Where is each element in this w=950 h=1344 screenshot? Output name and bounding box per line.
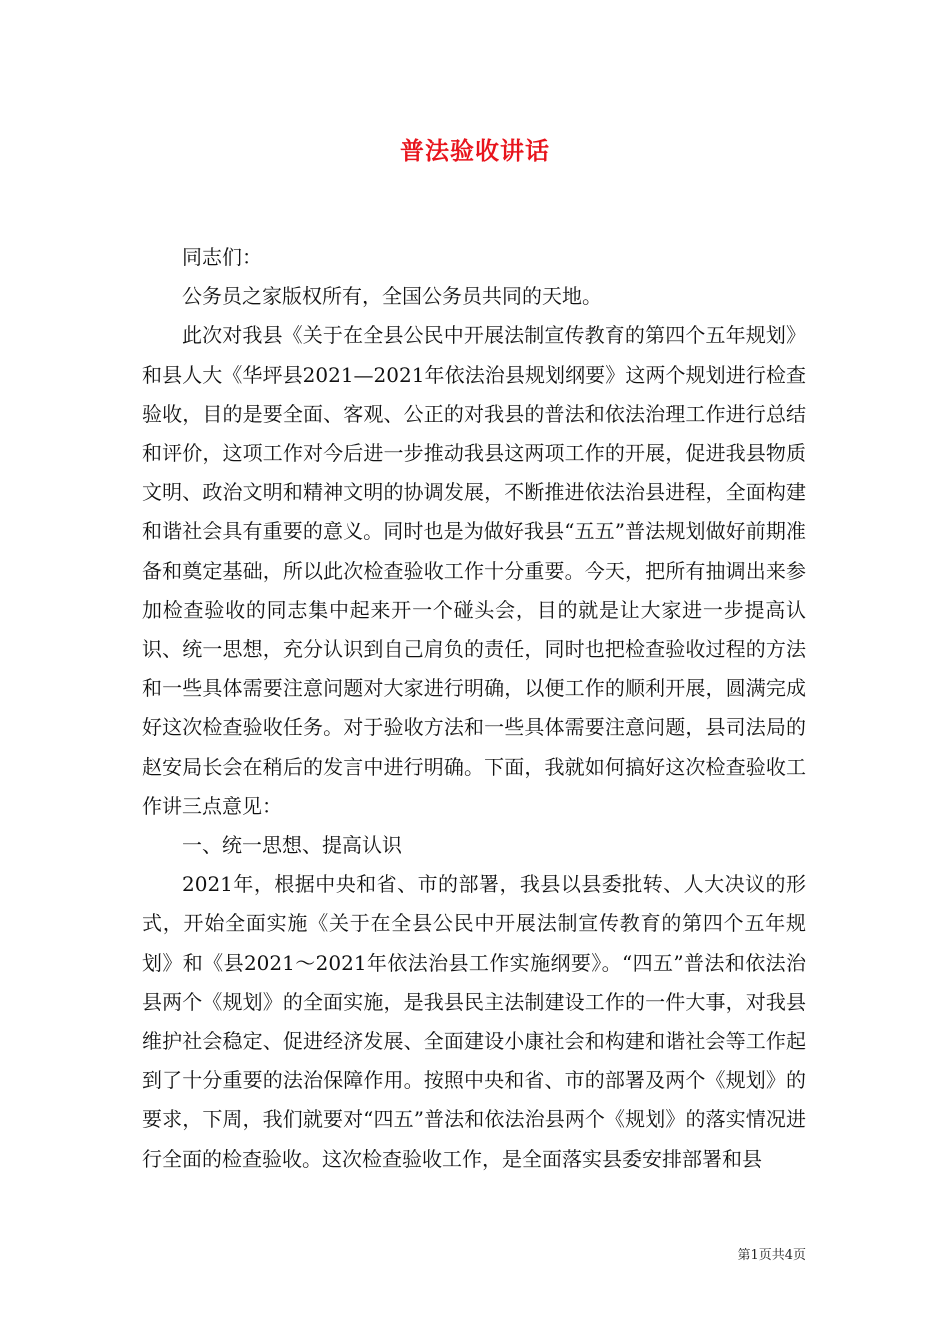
paragraph-copyright: 公务员之家版权所有，全国公务员共同的天地。 xyxy=(182,284,602,309)
page-number: 第1页共4页 xyxy=(737,1248,806,1263)
paragraph-section-1: 2021年，根据中央和省、市的部署，我县以县委批转、人大决议的形式，开始全面实施《关于在全县公民中开展法制宣传教育的第四个五年规划》和《县2021～2021年依法治县工作实施纲要》。“四五”普法和依法治县两个《规划》的全面实施，是我县民主法制建设工作的一件大事，对我县维护社会稳定、促进经济发展、全面建设小康社会和构建和谐社会等工作起到了十分重要的法治保障作用。按照中央和省、市的部署及两个《规划》的要求，下周，我们就要对“四五”普法和依法治县两个《规划》的落实情况进行全面的检查验收。这次检查验收工作，是全面落实县委安排部署和县 xyxy=(142,872,806,1171)
section-heading-1: 一、统一思想、提高认识 xyxy=(182,833,402,858)
document-title: 普法验收讲话 xyxy=(400,136,550,165)
paragraph-intro: 此次对我县《关于在全县公民中开展法制宣传教育的第四个五年规划》和县人大《华坪县2021—2021年依法治县规划纲要》这两个规划进行检查验收，目的是要全面、客观、公正的对我县的普法和依法治理工作进行总结和评价，这项工作对今后进一步推动我县这两项工作的开展，促进我县物质文明、政治文明和精神文明的协调发展，不断推进依法治县进程，全面构建和谐社会具有重要的意义。同时也是为做好我县“五五”普法规划做好前期准备和奠定基础，所以此次检查验收工作十分重要。今天，把所有抽调出来参加检查验收的同志集中起来开一个碰头会，目的就是让大家进一步提高认识、统一思想，充分认识到自己肩负的责任，同时也把检查验收过程的方法和一些具体需要注意问题对大家进行明确，以便工作的顺利开展，圆满完成好这次检查验收任务。对于验收方法和一些具体需要注意问题，县司法局的赵安局长会在稍后的发言中进行明确。下面，我就如何搞好这次检查验收工作讲三点意见： xyxy=(142,323,806,818)
document-body xyxy=(142,238,806,1179)
paragraph-salutation: 同志们： xyxy=(182,245,262,269)
